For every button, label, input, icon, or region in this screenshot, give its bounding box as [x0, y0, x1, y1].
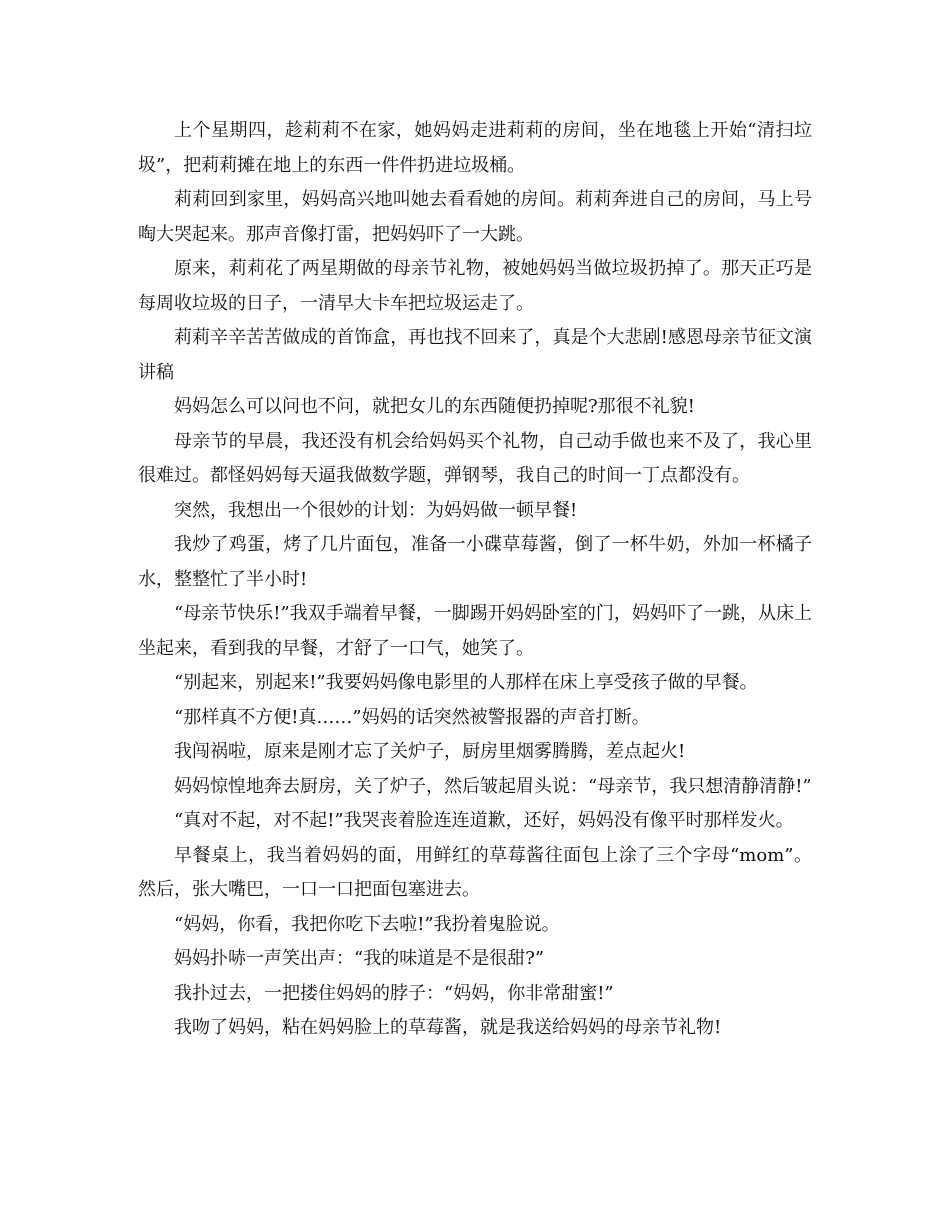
paragraph: 我扑过去，一把搂住妈妈的脖子：“妈妈，你非常甜蜜!” [174, 982, 614, 1004]
paragraph: 突然，我想出一个很妙的计划：为妈妈做一顿早餐! [174, 499, 578, 521]
paragraph: 上个星期四，趁莉莉不在家，她妈妈走进莉莉的房间，坐在地毯上开始“清扫垃圾”，把莉莉摊在地上的东西一件件扔进垃圾桶。 [138, 120, 812, 176]
paragraph: “真对不起，对不起!”我哭丧着脸连连道歉，还好，妈妈没有像平时那样发火。 [174, 810, 794, 831]
paragraph: “别起来，别起来!”我要妈妈像电影里的人那样在床上享受孩子做的早餐。 [174, 672, 758, 693]
paragraph: 妈妈扑哧一声笑出声：“我的味道是不是很甜?” [174, 948, 545, 969]
paragraph: “妈妈，你看，我把你吃下去啦!”我扮着鬼脸说。 [174, 913, 560, 935]
paragraph: 莉莉辛辛苦苦做成的首饰盒，再也找不回来了，真是个大悲剧!感恩母亲节征文演讲稿 [138, 327, 812, 383]
paragraph: 妈妈怎么可以问也不问，就把女儿的东西随便扔掉呢?那很不礼貌! [174, 396, 695, 417]
paragraph: “那样真不方便!真……”妈妈的话突然被警报器的声音打断。 [174, 706, 650, 728]
document-page [138, 114, 812, 1046]
paragraph: 我吻了妈妈，粘在妈妈脸上的草莓酱，就是我送给妈妈的母亲节礼物! [174, 1017, 722, 1038]
paragraph: 我炒了鸡蛋，烤了几片面包，准备一小碟草莓酱，倒了一杯牛奶，外加一杯橘子水，整整忙了半小时! [138, 534, 812, 590]
paragraph: 母亲节的早晨，我还没有机会给妈妈买个礼物，自己动手做也来不及了，我心里很难过。都怪妈妈每天逼我做数学题，弹钢琴，我自己的时间一丁点都没有。 [138, 430, 812, 486]
paragraph: 莉莉回到家里，妈妈高兴地叫她去看看她的房间。莉莉奔进自己的房间，马上号啕大哭起来。那声音像打雷，把妈妈吓了一大跳。 [138, 189, 812, 245]
paragraph: 原来，莉莉花了两星期做的母亲节礼物，被她妈妈当做垃圾扔掉了。那天正巧是每周收垃圾的日子，一清早大卡车把垃圾运走了。 [138, 258, 812, 314]
paragraph: 我闯祸啦，原来是刚才忘了关炉子，厨房里烟雾腾腾，差点起火! [174, 741, 686, 762]
paragraph: 早餐桌上，我当着妈妈的面，用鲜红的草莓酱往面包上涂了三个字母“mom”。然后，张大嘴巴，一口一口把面包塞进去。 [138, 844, 812, 900]
paragraph: “母亲节快乐!”我双手端着早餐，一脚踢开妈妈卧室的门，妈妈吓了一跳，从床上坐起来，看到我的早餐，才舒了一口气，她笑了。 [138, 603, 812, 659]
paragraph: 妈妈惊惶地奔去厨房，关了炉子，然后皱起眉头说：“母亲节，我只想清静清静!” [174, 775, 812, 797]
